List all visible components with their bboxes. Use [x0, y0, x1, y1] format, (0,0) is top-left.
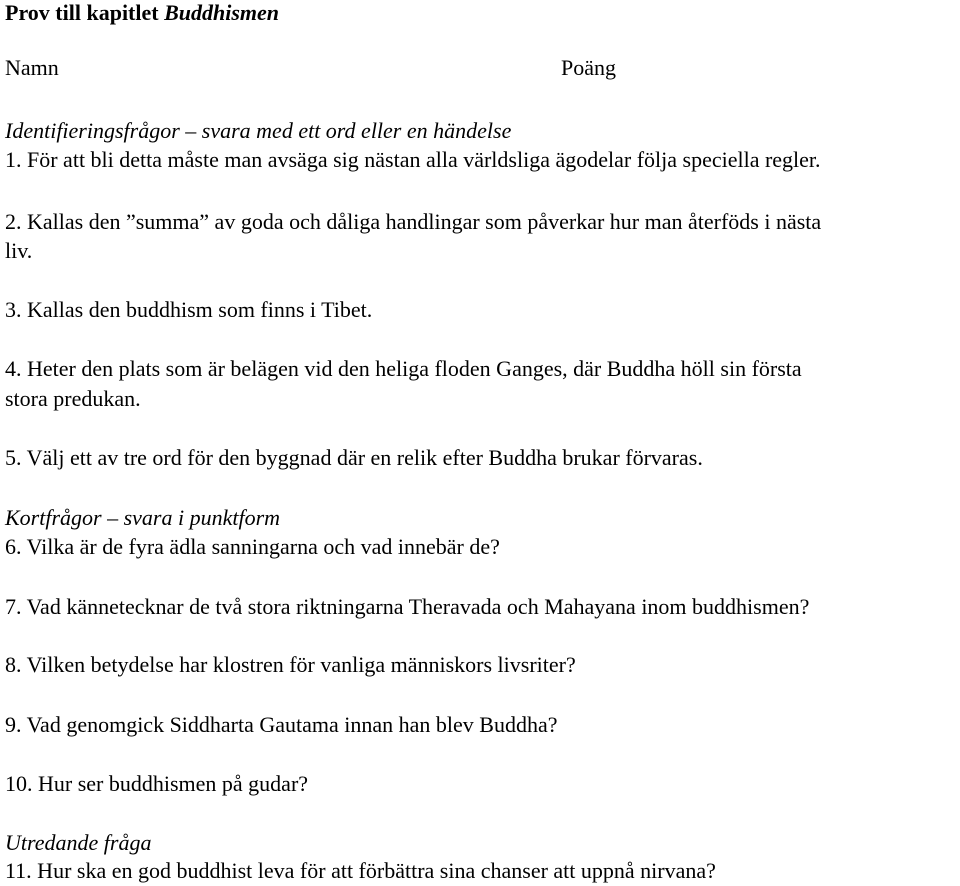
name-label: Namn [5, 55, 59, 80]
question-1: 1. För att bli detta måste man avsäga sig nästan alla världsliga ägodelar följa speciella regler. [5, 147, 821, 172]
question-11: 11. Hur ska en god buddhist leva för att förbättra sina chanser att uppnå nirvana? [5, 858, 716, 883]
question-3: 3. Kallas den buddhism som finns i Tibet. [5, 297, 373, 322]
page-title [5, 0, 279, 26]
points-label: Poäng [561, 55, 616, 80]
question-8: 8. Vilken betydelse har klostren för vanliga människors livsriter? [5, 652, 576, 677]
exam-page [5, 0, 955, 886]
question-6: 6. Vilka är de fyra ädla sanningarna och vad innebär de? [5, 534, 500, 559]
section-heading-short: Kortfrågor – svara i punktform [5, 505, 281, 530]
question-5: 5. Välj ett av tre ord för den byggnad där en relik efter Buddha brukar förvaras. [5, 445, 703, 470]
title-subject: Buddhismen [164, 0, 280, 25]
question-2-line-2: liv. [5, 238, 33, 263]
header-fields [5, 55, 955, 81]
section-heading-identification: Identifieringsfrågor – svara med ett ord eller en händelse [5, 118, 512, 143]
question-4-line-1: 4. Heter den plats som är belägen vid den heliga floden Ganges, där Buddha höll sin första [5, 356, 802, 381]
question-7: 7. Vad kännetecknar de två stora riktningarna Theravada och Mahayana inom buddhismen? [5, 594, 810, 619]
question-2-line-1: 2. Kallas den ”summa” av goda och dåliga handlingar som påverkar hur man återföds i nästa [5, 209, 822, 234]
question-4-line-2: stora predukan. [5, 386, 141, 411]
title-prefix: Prov till kapitlet [5, 0, 159, 25]
question-10: 10. Hur ser buddhismen på gudar? [5, 771, 309, 796]
question-9: 9. Vad genomgick Siddharta Gautama innan han blev Buddha? [5, 712, 558, 737]
section-heading-essay: Utredande fråga [5, 830, 152, 855]
